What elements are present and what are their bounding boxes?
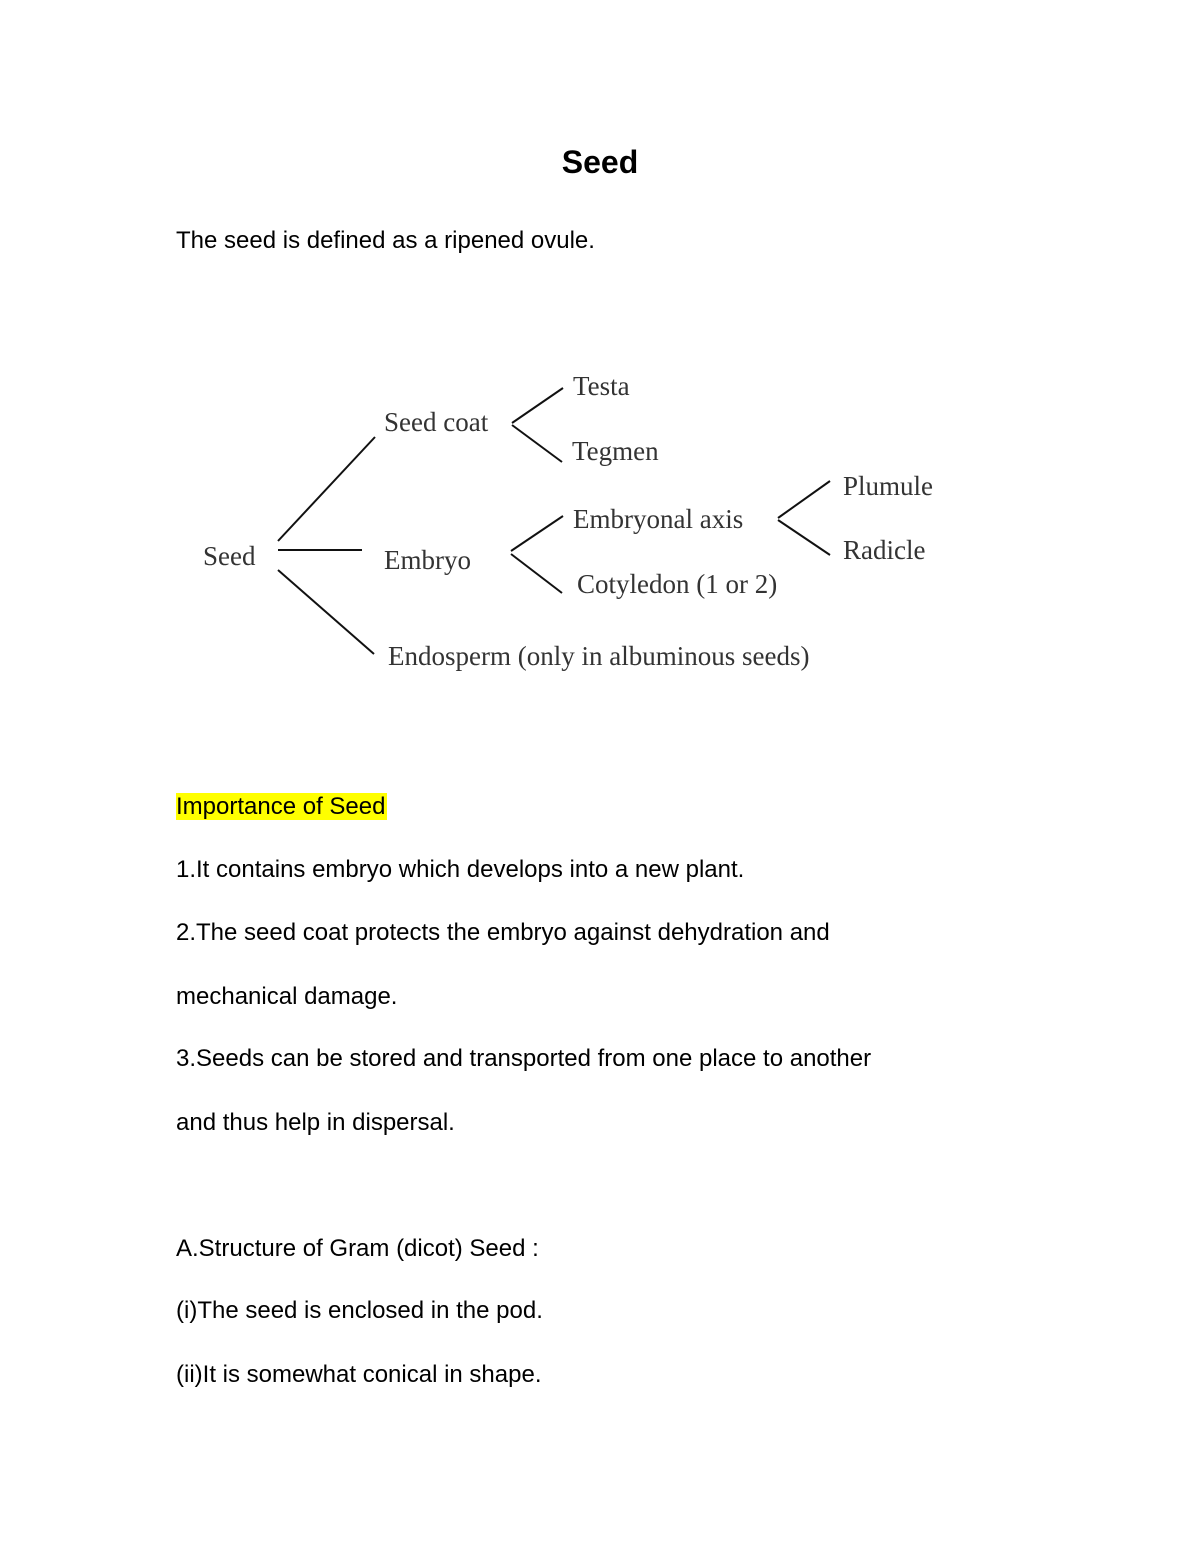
connector-embryo-to-cotyledon	[511, 554, 562, 593]
diagram-label-endosperm: Endosperm (only in albuminous seeds)	[388, 641, 810, 671]
seed-definition: The seed is defined as a ripened ovule.	[176, 227, 595, 254]
importance-point-3-line-1: 3.Seeds can be stored and transported from one place to another	[176, 1045, 872, 1072]
connector-seed-coat-to-testa	[512, 388, 563, 423]
diagram-label-plumule: Plumule	[843, 471, 934, 501]
importance-point-3-line-2: and thus help in dispersal.	[176, 1109, 455, 1136]
connector-axis-to-radicle	[778, 520, 830, 555]
importance-point-2-line-1: 2.The seed coat protects the embryo against dehydration and	[176, 919, 830, 946]
structure-item-2: (ii)It is somewhat conical in shape.	[176, 1361, 542, 1388]
connector-axis-to-plumule	[778, 481, 830, 518]
importance-heading-highlight: Importance of Seed	[176, 793, 386, 820]
diagram-label-embryo: Embryo	[384, 545, 471, 575]
connector-seed-to-seed-coat	[278, 437, 375, 541]
structure-item-1: (i)The seed is enclosed in the pod.	[176, 1297, 543, 1324]
connector-seed-to-endosperm	[278, 570, 374, 654]
diagram-label-cotyledon: Cotyledon (1 or 2)	[577, 569, 778, 599]
diagram-label-embryonal-axis: Embryonal axis	[573, 504, 744, 534]
diagram-label-seed: Seed	[203, 541, 256, 571]
diagram-label-radicle: Radicle	[843, 535, 926, 565]
page-title: Seed	[561, 144, 639, 180]
importance-point-1: 1.It contains embryo which develops into a new plant.	[176, 856, 745, 883]
importance-point-2-line-2: mechanical damage.	[176, 983, 398, 1010]
diagram-label-seed-coat: Seed coat	[384, 407, 489, 437]
importance-heading	[176, 792, 387, 822]
diagram-label-testa: Testa	[573, 371, 630, 401]
diagram-label-tegmen: Tegmen	[572, 436, 659, 466]
structure-heading: A.Structure of Gram (dicot) Seed :	[176, 1235, 539, 1262]
connector-seed-coat-to-tegmen	[512, 425, 562, 462]
connector-embryo-to-embryonal-axis	[511, 516, 563, 551]
